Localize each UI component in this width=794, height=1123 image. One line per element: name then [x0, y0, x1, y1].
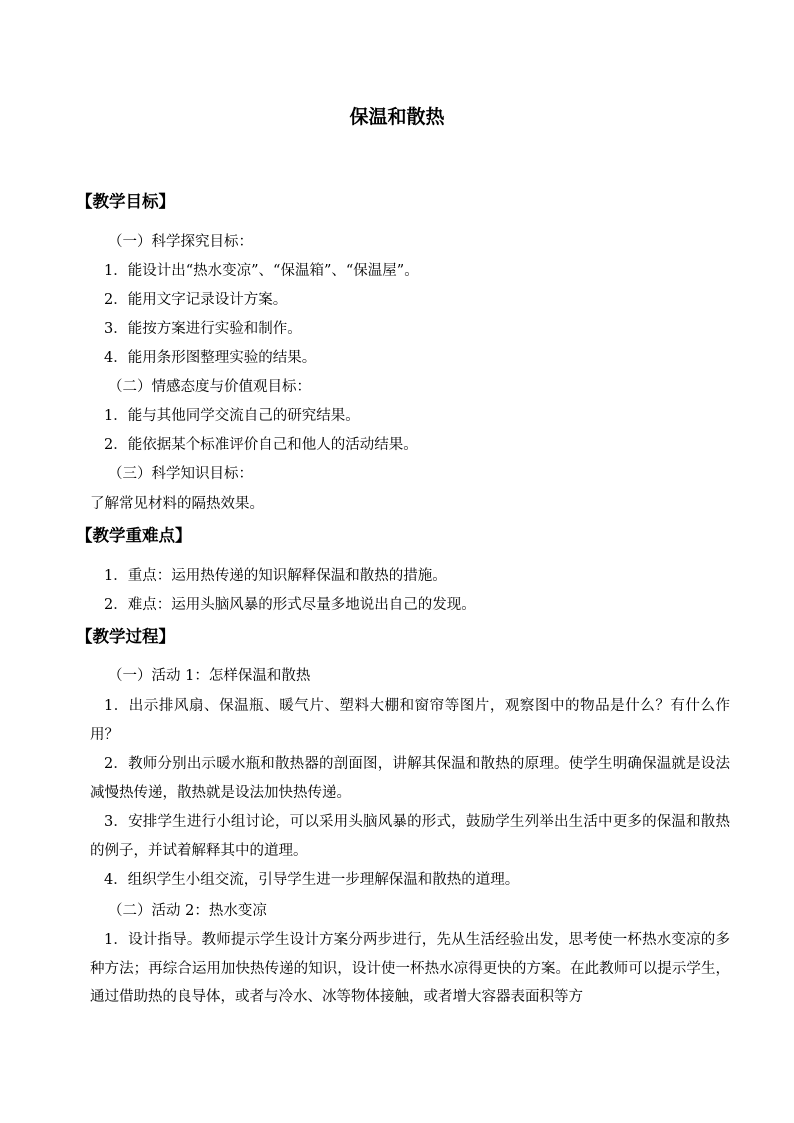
- process-sub-2: （二）活动 2：热水变凉: [108, 903, 267, 919]
- section-heading-objectives: 【教学目标】: [76, 192, 175, 211]
- list-item: 1．重点：运用热传递的知识解释保温和散热的措施。: [104, 568, 447, 584]
- section-heading-process: 【教学过程】: [76, 627, 175, 646]
- objectives-sub-2: （二）情感态度与价值观目标：: [108, 379, 311, 395]
- process-sub-1: （一）活动 1：怎样保温和散热: [108, 668, 311, 684]
- paragraph: 4．组织学生小组交流，引导学生进一步理解保温和散热的道理。: [104, 872, 520, 888]
- list-item: 1．能与其他同学交流自己的研究结果。: [104, 408, 360, 424]
- list-item: 2．能依据某个标准评价自己和他人的活动结果。: [104, 437, 418, 453]
- list-item: 2．能用文字记录设计方案。: [104, 292, 288, 308]
- page-title: 保温和散热: [349, 106, 445, 128]
- list-item: 2．难点：运用头脑风暴的形式尽量多地说出自己的发现。: [104, 597, 476, 613]
- list-item: 了解常见材料的隔热效果。: [90, 496, 264, 512]
- paragraph: 2．教师分别出示暖水瓶和散热器的剖面图，讲解其保温和散热的原理。使学生明确保温就是设法减慢热传递，散热就是设法加快热传递。: [90, 756, 730, 801]
- paragraph: 1．设计指导。教师提示学生设计方案分两步进行，先从生活经验出发，思考使一杯热水变凉的多种方法；再综合运用加快热传递的知识，设计使一杯热水凉得更快的方案。在此教师可以提示学生，通过借助热的良导体，或者与冷水、冰等物体接触，或者增大容器表面积等方: [90, 932, 730, 1006]
- objectives-sub-1: （一）科学探究目标：: [108, 234, 253, 250]
- list-item: 1．能设计出“热水变凉”、“保温箱”、“保温屋”。: [104, 263, 419, 279]
- list-item: 4．能用条形图整理实验的结果。: [104, 350, 317, 366]
- list-item: 3．能按方案进行实验和制作。: [104, 321, 302, 337]
- objectives-sub-3: （三）科学知识目标：: [108, 466, 253, 482]
- section-heading-keypoints: 【教学重难点】: [76, 526, 192, 545]
- paragraph: 3．安排学生进行小组讨论，可以采用头脑风暴的形式，鼓励学生列举出生活中更多的保温和散热的例子，并试着解释其中的道理。: [90, 814, 730, 859]
- paragraph: 1．出示排风扇、保温瓶、暖气片、塑料大棚和窗帘等图片，观察图中的物品是什么？有什么作用？: [90, 698, 730, 743]
